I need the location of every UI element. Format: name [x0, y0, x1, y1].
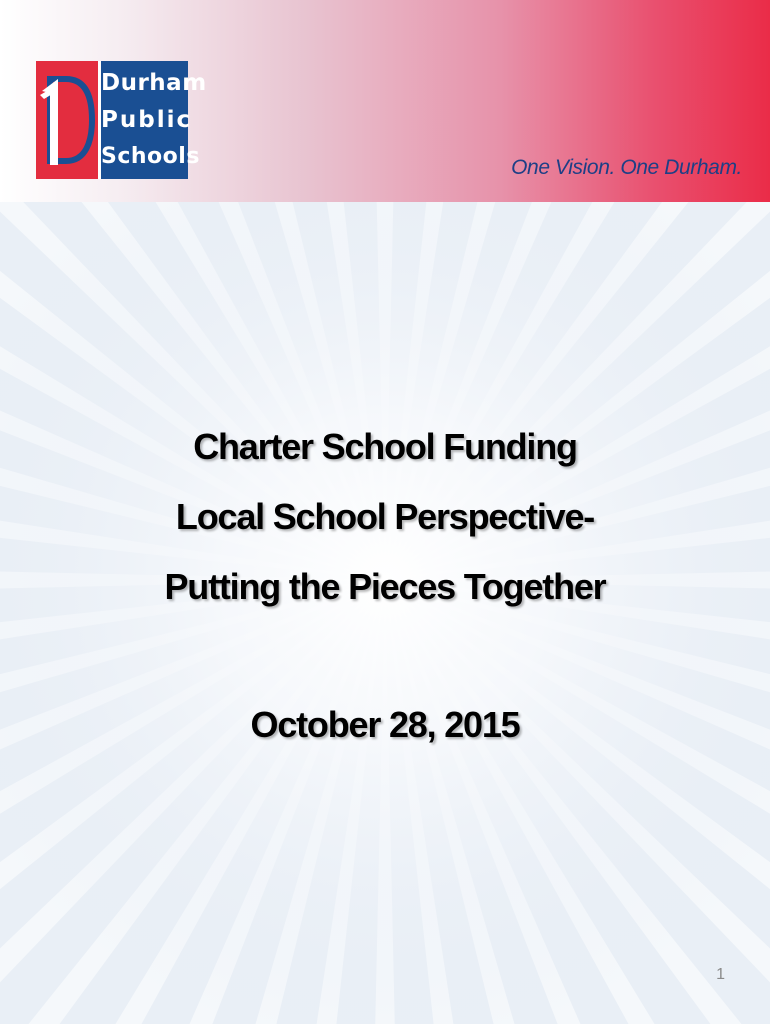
logo-word-2: Public — [101, 107, 193, 133]
logo-wordmark — [101, 61, 207, 179]
header-banner — [0, 0, 770, 202]
title-line-1: Charter School Funding — [193, 426, 577, 467]
logo-d-mark-icon — [36, 61, 98, 179]
slide-title — [0, 412, 770, 622]
logo-mark — [36, 61, 98, 179]
logo-word-3: Schools — [101, 144, 200, 169]
presentation-date: October 28, 2015 — [250, 704, 520, 745]
district-logo — [36, 61, 207, 179]
logo-word-1: Durham — [101, 70, 207, 96]
tagline: One Vision. One Durham. — [511, 156, 742, 179]
title-line-2: Local School Perspective- — [175, 496, 595, 537]
title-line-3: Putting the Pieces Together — [164, 566, 606, 607]
page-number: 1 — [716, 966, 725, 983]
